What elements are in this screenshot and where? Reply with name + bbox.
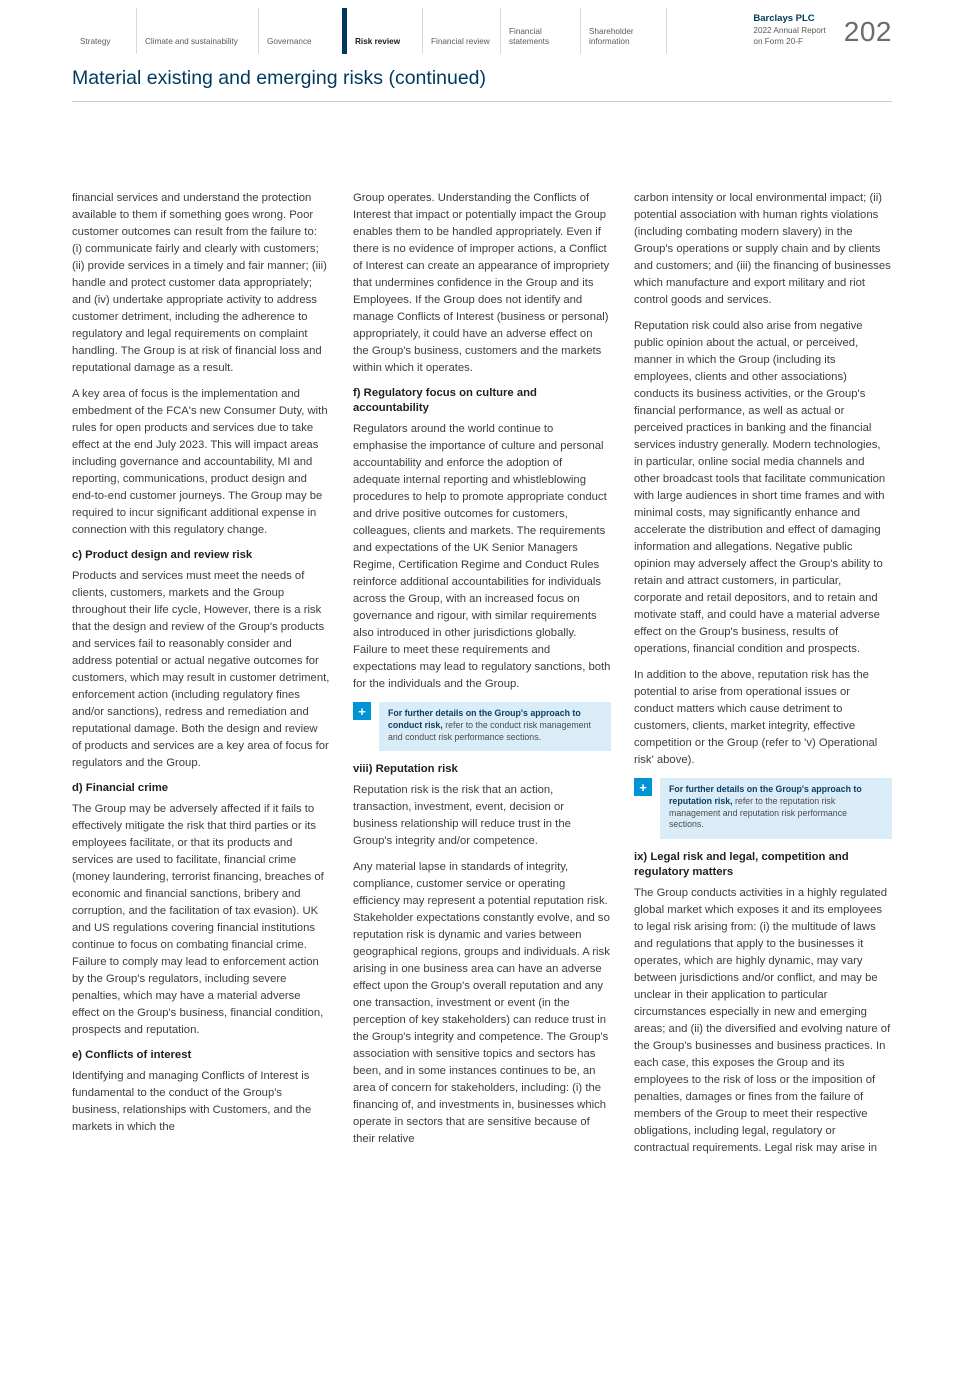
callout-text: For further details on the Group's approach to reputation risk, refer to the reputation risk management and reputation risk performance sections. — [660, 778, 892, 839]
paragraph: Identifying and managing Conflicts of Interest is fundamental to the conduct of the Group's business, relationships with Customers, and the markets in which the — [72, 1070, 312, 1133]
page-number: 202 — [843, 16, 892, 47]
paragraph: Any material lapse in standards of integrity, compliance, customer service or operating efficiency may represent a potential reputation risk. Stakeholder expectations constantly evolve, and so reputation risk is dynamic and varies between geographical regions, groups and individuals. A risk arising in one business area can have an adverse effect upon the Group's overall reputation and any one transaction, investment or event (in the perception of key stakeholders) can reduce trust in the Group's integrity and competence. The Group's association with sensitive topics and sectors has been, and in some instances continues to be, an area of concern for stakeholders, including: (i) the financing of, and investments in, businesses which operate in sectors that are sensitive because of their relative — [353, 861, 610, 1146]
tab-label: Climate and sustainability — [145, 37, 238, 47]
paragraph: financial services and understand the protection available to them if something goes wrong. Poor customer outcomes can result from the failure to: (i) communicate fairly and clearly with customers; (ii) provide services in a timely and fair manner; (iii) handle and protect customer data appropriately; and (iv) undertake appropriate activity to address customer detriment, including the adherence to regulatory and legal requirements on complaint handling. The Group is at risk of financial loss and reputational damage as a result. — [72, 192, 327, 374]
tab-label: Risk review — [355, 37, 401, 47]
tab-governance[interactable] — [258, 8, 342, 54]
paragraph: In addition to the above, reputation risk has the potential to arise from operational issues or conduct matters which cause detriment to customers, clients, market integrity, effective competition or the Group (refer to 'v) Operational risk' above). — [634, 669, 878, 766]
text-column-3 — [634, 190, 892, 1166]
tab-financial-review[interactable] — [422, 8, 500, 54]
top-navigation — [72, 8, 892, 54]
tab-financial-statements[interactable] — [500, 8, 580, 54]
report-subtitle-line2: on Form 20-F — [753, 36, 803, 46]
plus-icon: + — [634, 778, 652, 796]
tab-strategy[interactable] — [72, 8, 136, 54]
tab-label: Governance — [267, 37, 312, 47]
plus-icon: + — [353, 702, 371, 720]
section-heading: f) Regulatory focus on culture and accountability — [353, 387, 537, 414]
paragraph: The Group may be adversely affected if it fails to effectively mitigate the risk that third parties or its employees facilitate, or that its products and services are used to facilitate, financial crime (money laundering, terrorist financing, breaches of economic and financial sanctions, bribery and corruption, and the facilitation of tax evasion). UK and US regulations covering financial institutions continue to focus on combating financial crime. Failure to comply may lead to enforcement action by the Group's regulators, including severe penalties, which may have a material adverse effect on the Group's business, financial condition, prospects and reputation. — [72, 803, 324, 1036]
tab-risk-review[interactable] — [342, 8, 422, 54]
paragraph: Regulators around the world continue to emphasise the importance of culture and personal accountability and enforce the adoption of adequate internal reporting and whistleblowing procedures to help to promote appropriate conduct and drive positive outcomes for customers, colleagues, clients and markets. The requirements and expectations of the UK Senior Managers Regime, Certification Regime and Conduct Rules reinforce additional accountabilities for individuals across the Group, with an increased focus on governance and rigour, with similar requirements also introduced in other jurisdictions globally. Failure to meet these requirements and expectations may lead to regulatory sanctions, both for the individuals and the Group. — [353, 423, 611, 690]
paragraph: Reputation risk could also arise from negative public opinion about the actual, or perceived, manner in which the Group (including its employees, clients and other associations) conducts its business activities, or the Group's financial performance, as well as actual or perceived practices in banking and the financial services industry generally. Modern technologies, in particular, online social media channels and other broadcast tools that facilitate communication with large audiences in short time frames and with minimal costs, may significantly enhance and accelerate the distribution and effect of damaging information and allegations. Negative public opinion may adversely affect the Group's ability to retain and attract customers, in particular, corporate and retail depositors, and to retain and motivate staff, and could have a material adverse effect on the Group's business, results of operations, financial condition and prospects. — [634, 320, 886, 655]
tab-shareholder-information[interactable] — [580, 8, 666, 54]
report-page — [0, 8, 965, 1373]
text-column-2 — [353, 190, 611, 1157]
callout-note — [353, 702, 611, 751]
tabs-divider — [666, 8, 667, 54]
paragraph: Group operates. Understanding the Conflicts of Interest that impact or potentially impact the Group enables them to be handled appropriately. Even if there is no evidence of improper actions, a Conflict of Interest can create an appearance of impropriety that undermines confidence in the Group and its Employees. If the Group does not identify and manage Conflicts of Interest (business or personal) appropriately, it could have an adverse effect on the Group's business, customers and the markets within which it operates. — [353, 192, 610, 374]
section-heading: c) Product design and review risk — [72, 549, 253, 561]
section-heading: d) Financial crime — [72, 782, 169, 794]
tab-label: Financial review — [431, 37, 490, 47]
section-heading: e) Conflicts of interest — [72, 1049, 192, 1061]
paragraph: A key area of focus is the implementation and embedment of the FCA's new Consumer Duty, with rules for open products and services due to take effect at the end July 2023. This will impact areas including governance and accountability, MI and reporting, communications, product design and end-to-end customer journeys. The Group may be required to incur significant additional expense in connection with this regulatory change. — [72, 388, 328, 536]
report-info — [753, 8, 825, 54]
tab-climate-sustainability[interactable] — [136, 8, 258, 54]
tab-label: Strategy — [80, 37, 111, 47]
callout-text: For further details on the Group's approach to conduct risk, refer to the conduct risk management and conduct risk performance sections. — [379, 702, 611, 751]
tab-label: Financial statements — [509, 26, 550, 47]
content-columns — [72, 190, 892, 1166]
text-column-1 — [72, 190, 330, 1145]
report-brand: Barclays PLC — [753, 13, 815, 24]
title-divider — [72, 101, 892, 102]
paragraph: Products and services must meet the needs of clients, customers, markets and the Group throughout their life cycle, However, there is a risk that the design and review of the Group's products and services fail to reasonably consider and address potential or actual negative outcomes for customers, which may result in customer detriment, enforcement action (including regulatory fines and/or sanctions), redress and remediation and reputational damage. Both the design and review of products and services are a key area of focus for regulators and the Group. — [72, 570, 330, 769]
section-heading: viii) Reputation risk — [353, 763, 458, 776]
paragraph: Reputation risk is the risk that an action, transaction, investment, event, decision or business relationship will reduce trust in the Group's integrity and/or competence. — [353, 784, 571, 848]
callout-note — [634, 778, 892, 839]
paragraph: carbon intensity or local environmental impact; (ii) potential association with human rights violations (including combating modern slavery) in the Group's operations or supply chain and by clients and customers; and (iii) the financing of businesses which manufacture and export military and riot control goods and services. — [634, 192, 891, 306]
section-heading: ix) Legal risk and legal, competition and regulatory matters — [634, 851, 849, 879]
paragraph: The Group conducts activities in a highly regulated global market which exposes it and its employees to legal risk arising from: (i) the multitude of laws and regulations that apply to the businesses it operates, which are highly dynamic, may vary between jurisdictions and/or conflict, and may be unclear in their application to particular circumstances especially in new and emerging areas; and (ii) the diversified and evolving nature of the Group's businesses and business practices. In each case, this exposes the Group and its employees to the risk of loss or the imposition of penalties, damages or fines from the failure of members of the Group to meet their respective obligations, including legal, regulatory or contractual requirements. Legal risk may arise in — [634, 887, 891, 1155]
page-title: Material existing and emerging risks (continued) — [72, 67, 487, 89]
tab-label: Shareholder information — [589, 26, 634, 47]
report-subtitle-line1: 2022 Annual Report — [753, 26, 826, 35]
